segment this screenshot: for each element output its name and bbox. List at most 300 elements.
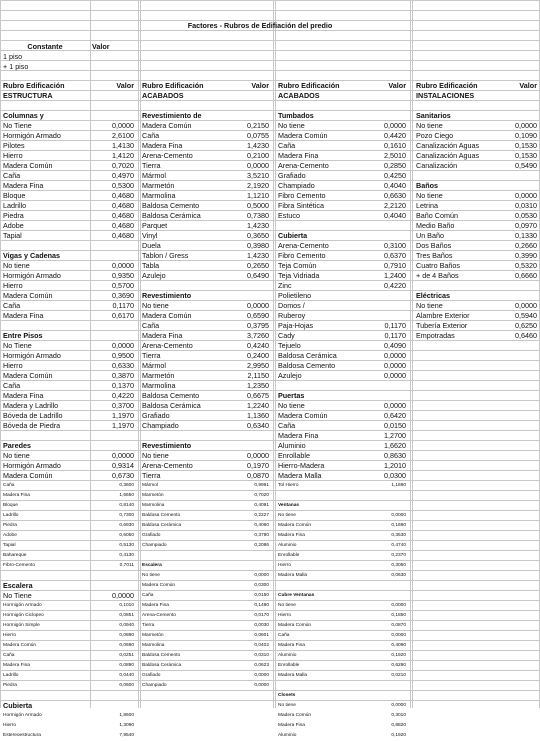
item-value: 0,8820 xyxy=(391,723,406,728)
item-label: Hierro-Madera xyxy=(278,461,325,470)
item-value: 0,6170 xyxy=(112,311,134,320)
item-value: 0,6050 xyxy=(119,533,134,538)
item-label: Medio Baño xyxy=(416,221,455,230)
item-label: Cady xyxy=(278,331,295,340)
item-value: 1,6620 xyxy=(384,441,406,450)
item-label: Madera Común xyxy=(3,291,53,300)
item-value: 0,4970 xyxy=(112,171,134,180)
item-label: Estereoestructura xyxy=(3,733,41,738)
grid-col-line xyxy=(273,0,274,708)
item-label: Bloque xyxy=(3,503,18,508)
grid-row-line xyxy=(0,170,540,171)
item-value: 1,1360 xyxy=(247,411,269,420)
grid-row-line xyxy=(0,380,540,381)
section-heading: Escalera xyxy=(142,563,162,568)
item-label: No Tiene xyxy=(3,341,32,350)
item-label: Marmolina xyxy=(142,503,165,508)
item-label: Grafiado xyxy=(142,673,161,678)
item-label: Fibro Cemento xyxy=(278,251,326,260)
item-value: 0,0000 xyxy=(247,161,269,170)
item-label: No Tiene xyxy=(3,591,32,600)
section-heading: Paredes xyxy=(3,441,31,450)
item-label: Champiado xyxy=(142,543,167,548)
item-label: Mármol xyxy=(142,361,166,370)
item-value: 3,7260 xyxy=(247,331,269,340)
item-label: Madera Fina xyxy=(142,603,169,608)
section-heading: Vigas y Cadenas xyxy=(3,251,60,260)
item-label: Tierra xyxy=(142,471,161,480)
item-value: 0,2850 xyxy=(384,161,406,170)
item-value: 0,0600 xyxy=(119,683,134,688)
item-label: Champiado xyxy=(278,181,315,190)
item-label: Grafiado xyxy=(278,171,306,180)
item-label: Marmetón xyxy=(142,493,164,498)
item-label: Madera Fina xyxy=(3,391,44,400)
item-label: Tablon / Gress xyxy=(142,251,189,260)
item-label: Madera Fina xyxy=(3,663,30,668)
valor-header: Valor xyxy=(251,81,269,90)
grid-row-line xyxy=(0,220,540,221)
valor-header: Valor xyxy=(519,81,537,90)
item-value: 0,0000 xyxy=(112,121,134,130)
item-label: Madera Común xyxy=(278,523,312,528)
item-label: Hormigón Armado xyxy=(3,131,61,140)
item-label: Madera Común xyxy=(3,643,37,648)
item-value: 0,0030 xyxy=(254,623,269,628)
item-label: Hierro xyxy=(278,613,292,618)
item-value: 0,4680 xyxy=(112,221,134,230)
item-value: 0,0000 xyxy=(254,683,269,688)
item-label: Baldosa Cemento xyxy=(278,361,336,370)
item-value: 0,2100 xyxy=(247,151,269,160)
grid-row-line xyxy=(0,630,540,631)
item-value: 0,6290 xyxy=(391,663,406,668)
item-value: 0,4680 xyxy=(112,201,134,210)
item-value: 0,1530 xyxy=(515,151,537,160)
item-value: 0,3050 xyxy=(391,563,406,568)
item-label: No tiene xyxy=(278,703,296,708)
item-value: 1,2010 xyxy=(384,461,406,470)
item-value: 0,4250 xyxy=(384,171,406,180)
item-label: Enrollable xyxy=(278,663,300,668)
item-value: 0,0000 xyxy=(254,673,269,678)
item-label: Baldosa Cerámica xyxy=(278,351,337,360)
item-label: Hormigón Ciclopeo xyxy=(3,613,44,618)
item-label: No tiene xyxy=(278,121,305,130)
grid-row-line xyxy=(0,690,540,691)
item-value: 0,9500 xyxy=(112,351,134,360)
item-label: Bóveda de Piedra xyxy=(3,421,61,430)
item-value: 1,2400 xyxy=(384,271,406,280)
item-value: 0,1170 xyxy=(112,301,134,310)
item-label: No Tiene xyxy=(3,121,32,130)
item-value: 0,3980 xyxy=(247,241,269,250)
item-label: Caña xyxy=(142,131,160,140)
item-label: Bloque xyxy=(3,191,26,200)
item-value xyxy=(366,301,406,311)
grid-row-line xyxy=(0,680,540,681)
item-label: Un Baño xyxy=(416,231,444,240)
item-label: Hierro xyxy=(3,633,17,638)
item-value: 0,1690 xyxy=(391,523,406,528)
grid-row-line xyxy=(0,410,540,411)
item-label: Tierra xyxy=(142,351,161,360)
item-label: No tiene xyxy=(142,573,160,578)
item-value: 0,3870 xyxy=(112,371,134,380)
grid-row-line xyxy=(0,590,540,591)
item-value: 0,6630 xyxy=(384,191,406,200)
item-value: 0,1850 xyxy=(391,613,406,618)
item-label: Piedra xyxy=(3,683,17,688)
item-value: 0,1090 xyxy=(515,131,537,140)
item-value: 0,4240 xyxy=(247,341,269,350)
item-label: Mármol xyxy=(142,483,158,488)
grid-row-line xyxy=(0,40,540,41)
grid-row-line xyxy=(0,660,540,661)
item-value: 0,6420 xyxy=(384,411,406,420)
item-value: 1,6650 xyxy=(119,493,134,498)
item-value: 0,8140 xyxy=(119,503,134,508)
item-label: Caña xyxy=(3,483,15,488)
item-label: Baldosa Cemento xyxy=(142,201,200,210)
item-label: No tiene xyxy=(142,301,169,310)
item-value: 0,0402 xyxy=(254,643,269,648)
item-label: Baldosa Cerámica xyxy=(142,663,182,668)
item-value: 0,9991 xyxy=(254,483,269,488)
item-label: Caña xyxy=(3,381,21,390)
item-label: Caña xyxy=(278,141,296,150)
item-label: Madera Fina xyxy=(278,723,305,728)
constante-header: Constante xyxy=(27,42,63,51)
grid-row-line xyxy=(0,200,540,201)
item-label: Madera Fina xyxy=(142,331,183,340)
item-label: No tiene xyxy=(3,261,30,270)
item-value: 2,5010 xyxy=(384,151,406,160)
item-value: 1,4230 xyxy=(247,251,269,260)
item-value: 0,0000 xyxy=(247,451,269,460)
item-label: Marmolina xyxy=(142,191,176,200)
item-label: Domos / xyxy=(278,301,305,310)
item-value: 1,3090 xyxy=(119,723,134,728)
item-value: 0,0251 xyxy=(119,653,134,658)
item-label: Madera Fina xyxy=(278,643,305,648)
item-label: Tubería Exterior xyxy=(416,321,468,330)
item-value: 0,3690 xyxy=(112,291,134,300)
item-label: Hormigón Armado xyxy=(3,351,61,360)
grid-row-line xyxy=(0,480,540,481)
section-heading: Columnas y xyxy=(3,111,44,120)
item-value: 0,4220 xyxy=(112,391,134,400)
item-label: Vinyl xyxy=(142,231,158,240)
category-header: ACABADOS xyxy=(142,91,184,100)
item-label: Caña xyxy=(3,171,21,180)
section-heading: Tumbados xyxy=(278,111,314,120)
item-label: Tres Baños xyxy=(416,251,453,260)
grid-row-line xyxy=(0,120,540,121)
section-heading: Cubierta xyxy=(278,231,308,240)
item-label: Aluminio xyxy=(278,733,297,738)
item-value: 0,7020 xyxy=(112,161,134,170)
item-value: 0,1490 xyxy=(254,603,269,608)
item-value: 0,4090 xyxy=(384,341,406,350)
item-label: Caña xyxy=(142,321,160,330)
item-label: Letrina xyxy=(416,201,438,210)
item-value: 1,1210 xyxy=(247,191,269,200)
item-value: 1,4230 xyxy=(247,221,269,230)
item-label: Estuco xyxy=(278,211,300,220)
item-label: Adobe xyxy=(3,221,24,230)
constante-valor-header: Valor xyxy=(92,42,110,51)
grid-row-line xyxy=(0,290,540,291)
grid-row-line xyxy=(0,250,540,251)
grid-row-line xyxy=(0,430,540,431)
item-label: No tiene xyxy=(416,121,443,130)
item-label: Madera Fina xyxy=(278,151,319,160)
grid-row-line xyxy=(0,10,540,11)
item-value: 0,4040 xyxy=(384,181,406,190)
item-value: 0,0310 xyxy=(254,653,269,658)
item-label: Madera Común xyxy=(142,583,176,588)
item-label: Marmetón xyxy=(142,633,164,638)
section-heading: Escalera xyxy=(3,581,33,590)
grid-row-line xyxy=(0,620,540,621)
item-value: 1,1970 xyxy=(112,411,134,420)
item-label: Canalización Aguas xyxy=(416,151,480,160)
item-label: Madera Común xyxy=(278,411,328,420)
item-label: Madera Común xyxy=(142,121,192,130)
grid-col-line xyxy=(275,0,276,708)
item-label: Arena-Cemento xyxy=(142,341,193,350)
item-label: Baldosa Cerámica xyxy=(142,523,182,528)
section-heading: Puertas xyxy=(278,391,305,400)
item-value: 0,0890 xyxy=(119,663,134,668)
item-value: 0,0000 xyxy=(391,513,406,518)
item-label: Arena-Cemento xyxy=(278,241,329,250)
item-label: Empotradas xyxy=(416,331,455,340)
item-label: Hormigón Armado xyxy=(3,603,42,608)
item-label: Zinc xyxy=(278,281,292,290)
item-label: Caña xyxy=(278,421,296,430)
item-label: Grafiado xyxy=(142,533,161,538)
item-label: Grafiado xyxy=(142,411,170,420)
item-label: Madera Común xyxy=(3,471,53,480)
item-label: Hierro xyxy=(3,151,23,160)
section-heading: Cubierta xyxy=(3,701,33,710)
item-value: 7,9540 xyxy=(119,733,134,738)
item-value: 1,4230 xyxy=(247,141,269,150)
item-value: 0,0000 xyxy=(112,451,134,460)
item-label: Enrollable xyxy=(278,553,300,558)
rubro-header: Rubro Edificación xyxy=(142,81,204,90)
item-value: 0,3700 xyxy=(112,401,134,410)
item-label: Arena-Cemento xyxy=(142,151,193,160)
grid-row-line xyxy=(0,580,540,581)
grid-col-line xyxy=(412,0,413,708)
grid-col-line xyxy=(138,0,139,708)
section-heading: Entre Pisos xyxy=(3,331,43,340)
item-value: 0,2086 xyxy=(254,543,269,548)
grid-row-line xyxy=(0,610,540,611)
grid-row-line xyxy=(0,340,540,341)
item-label: No tiene xyxy=(278,401,305,410)
item-label: Tol Hierro xyxy=(278,483,299,488)
item-label: Arena-Cemento xyxy=(278,161,329,170)
grid-col-line xyxy=(90,0,91,708)
item-label: Caña xyxy=(3,653,15,658)
item-value: 0,4040 xyxy=(384,211,406,220)
rubro-header: Rubro Edificación xyxy=(3,81,65,90)
grid-row-line xyxy=(0,560,540,561)
item-value: 0,1920 xyxy=(391,733,406,738)
item-label: Hormigón Armado xyxy=(3,271,61,280)
item-value: 0,3010 xyxy=(391,713,406,718)
constante-row: 1 piso xyxy=(3,52,23,61)
item-value: 0,0755 xyxy=(247,131,269,140)
item-value: 2,1150 xyxy=(247,371,269,380)
grid-col-line xyxy=(140,0,141,708)
item-label: No tiene xyxy=(278,603,296,608)
section-heading: Eléctricas xyxy=(416,291,450,300)
item-label: Bóveda de Ladrillo xyxy=(3,411,63,420)
item-label: Caña xyxy=(142,593,154,598)
item-value: 0,1330 xyxy=(515,231,537,240)
item-label: Champiado xyxy=(142,421,179,430)
item-value: 0,0000 xyxy=(391,633,406,638)
item-label: Enrollable xyxy=(278,451,310,460)
item-label: Polietileno xyxy=(278,291,312,300)
item-label: Canalización Aguas xyxy=(416,141,480,150)
item-value: 0,0150 xyxy=(254,593,269,598)
item-value: 0,1170 xyxy=(384,331,406,340)
item-label: Duela xyxy=(142,241,161,250)
item-value: 0,8630 xyxy=(384,451,406,460)
item-value: 0,0000 xyxy=(384,401,406,410)
item-value: 1,4130 xyxy=(112,141,134,150)
item-label: Baldosa Cerámica xyxy=(142,211,201,220)
item-value: 0,4740 xyxy=(391,543,406,548)
item-value: 0,5130 xyxy=(119,543,134,548)
item-value: 0,0870 xyxy=(247,471,269,480)
item-value: 0,3990 xyxy=(515,251,537,260)
item-value: 2,1920 xyxy=(247,181,269,190)
item-label: Ladrillo xyxy=(3,673,19,678)
item-value: 0,0000 xyxy=(515,301,537,310)
item-value: 0,0310 xyxy=(515,201,537,210)
item-label: Tapial xyxy=(3,231,22,240)
item-value: 0,0000 xyxy=(515,121,537,130)
item-label: Madera Común xyxy=(278,713,312,718)
item-value: 0,0000 xyxy=(384,361,406,370)
item-label: Champiado xyxy=(142,683,167,688)
item-label: Paja-Hojas xyxy=(278,321,314,330)
item-value: 0,0170 xyxy=(254,613,269,618)
item-value: 0,6490 xyxy=(247,271,269,280)
grid-row-line xyxy=(0,190,540,191)
item-label: Piedra xyxy=(3,211,24,220)
item-label: No tiene xyxy=(278,513,296,518)
item-label: Madera Fina xyxy=(142,141,183,150)
item-label: Madera Malla xyxy=(278,573,308,578)
item-value: 0,7011 xyxy=(119,563,134,568)
item-value: 0,7020 xyxy=(254,493,269,498)
grid-row-line xyxy=(0,470,540,471)
item-label: Tejuelo xyxy=(278,341,301,350)
grid-row-line xyxy=(0,350,540,351)
item-label: Adobe xyxy=(3,533,17,538)
item-label: Aluminio xyxy=(278,543,297,548)
section-heading: Ventanas xyxy=(278,503,300,508)
grid-row-line xyxy=(0,510,540,511)
grid-row-line xyxy=(0,360,540,361)
item-value: 0,2660 xyxy=(515,241,537,250)
item-value: 0,0870 xyxy=(391,623,406,628)
item-label: Ruberoy xyxy=(278,311,306,320)
item-label: Marmolina xyxy=(142,381,176,390)
item-label: Cuatro Baños xyxy=(416,261,460,270)
item-label: Caña xyxy=(278,633,290,638)
item-label: No tiene xyxy=(3,451,30,460)
grid-row-line xyxy=(0,600,540,601)
item-value: 2,6100 xyxy=(112,131,134,140)
item-value: 0,0000 xyxy=(384,121,406,130)
item-value: 1,2700 xyxy=(384,431,406,440)
section-heading: Baños xyxy=(416,181,438,190)
grid-col-line xyxy=(410,0,411,708)
item-value: 0,3790 xyxy=(254,533,269,538)
item-value: 0,5490 xyxy=(515,161,537,170)
item-label: Tapial xyxy=(3,543,16,548)
item-value: 0,0000 xyxy=(112,341,134,350)
grid-row-line xyxy=(0,370,540,371)
section-heading: Sanitarios xyxy=(416,111,451,120)
section-heading: Revestimiento de xyxy=(142,111,202,120)
grid-row-line xyxy=(0,640,540,641)
item-label: Madera Malla xyxy=(278,471,322,480)
item-value: 0,0970 xyxy=(515,221,537,230)
item-value: 0,0300 xyxy=(254,583,269,588)
grid-row-line xyxy=(0,440,540,441)
category-header: INSTALACIONES xyxy=(416,91,475,100)
item-label: Hierro xyxy=(3,723,17,728)
item-label: Madera Fina xyxy=(278,431,319,440)
item-label: Marmolina xyxy=(142,643,165,648)
item-value: 0,0150 xyxy=(384,421,406,430)
grid-row-line xyxy=(0,670,540,671)
item-value: 0,0000 xyxy=(391,603,406,608)
item-value: 0,0000 xyxy=(515,191,537,200)
grid-row-line xyxy=(0,400,540,401)
item-label: Ladrillo xyxy=(3,513,19,518)
grid-row-line xyxy=(0,570,540,571)
item-label: Fibra Sintética xyxy=(278,201,324,210)
section-heading: Revestimiento xyxy=(142,441,192,450)
grid-row-line xyxy=(0,210,540,211)
item-value: 1,4120 xyxy=(112,151,134,160)
item-label: Piedra xyxy=(3,523,17,528)
item-value: 0,0623 xyxy=(254,663,269,668)
item-value: 0,0880 xyxy=(119,633,134,638)
item-label: Canalización xyxy=(416,161,458,170)
category-header: ESTRUCTURA xyxy=(3,91,53,100)
item-label: Ladrillo xyxy=(3,201,27,210)
grid-row-line xyxy=(0,300,540,301)
item-value: 3,5210 xyxy=(247,171,269,180)
valor-header: Valor xyxy=(116,81,134,90)
item-value: 0,0940 xyxy=(119,623,134,628)
item-value: 0,0000 xyxy=(391,703,406,708)
item-value: 0,1920 xyxy=(391,653,406,658)
rubro-header: Rubro Edificación xyxy=(416,81,478,90)
